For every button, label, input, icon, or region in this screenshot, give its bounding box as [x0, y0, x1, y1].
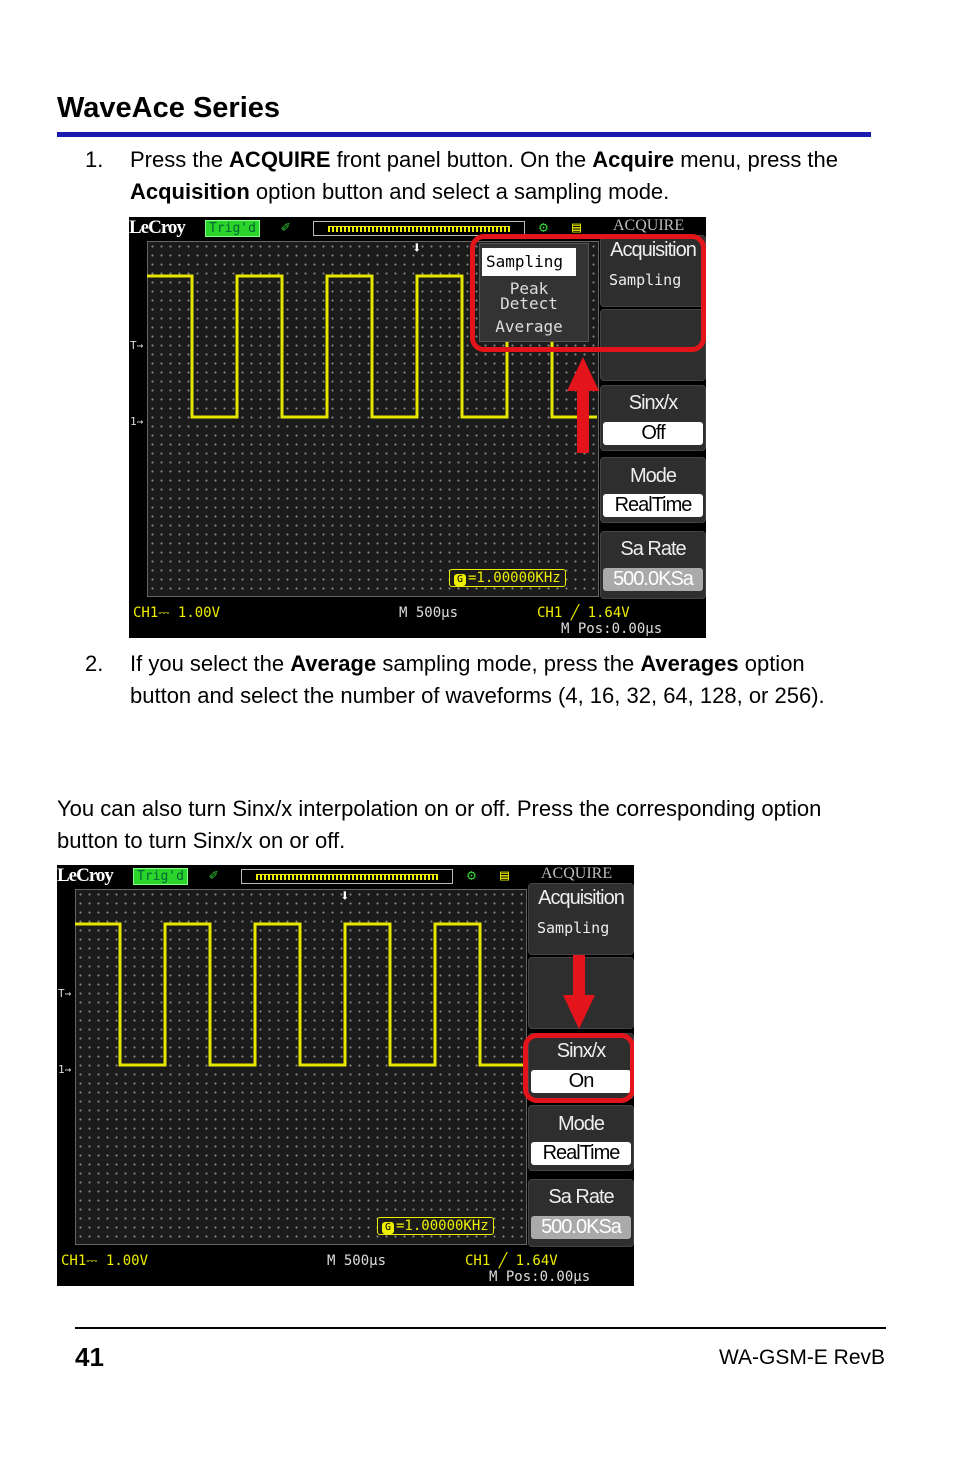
- popup-option-average[interactable]: Average: [495, 317, 563, 336]
- scope-screenshot-1: [129, 217, 706, 638]
- softkey-acquisition-label: Acquisition: [610, 239, 696, 261]
- trigger-status-badge: Trig'd: [133, 868, 188, 885]
- softkey-acquisition-value: Sampling: [537, 919, 610, 937]
- ch1-scale: CH1⎓ 1.00V: [61, 1253, 149, 1269]
- ch1-scale: CH1⎓ 1.00V: [133, 605, 221, 621]
- frequency-readout: [449, 569, 566, 587]
- timebase: M 500µs: [327, 1253, 387, 1269]
- m-pos: M Pos:0.00µs: [489, 1269, 591, 1285]
- frequency-readout: [377, 1217, 494, 1235]
- sinx-paragraph: You can also turn Sinx/x interpolation on or off. Press the corresponding option button to turn Sinx/x on or off.: [57, 796, 822, 853]
- frequency-value: =1.00000KHz: [468, 570, 561, 586]
- step-1-segment: Acquisition: [130, 179, 250, 204]
- softkey-sinx-value: On: [531, 1070, 631, 1093]
- frequency-value: =1.00000KHz: [396, 1218, 489, 1234]
- softkey-mode-value: RealTime: [531, 1142, 631, 1165]
- softkey-sa-rate-value: 500.0KSa: [603, 568, 703, 591]
- step-2-segment: sampling mode, press the: [376, 651, 641, 676]
- red-arrow-down: [561, 955, 597, 1031]
- step-1-segment: option button and select a sampling mode.: [249, 179, 670, 204]
- trigger-status-badge: Trig'd: [205, 220, 260, 237]
- counter-icon: G: [454, 574, 466, 586]
- step-2-text: [130, 648, 870, 712]
- step-2-segment: If you select the: [130, 651, 291, 676]
- softkey-sa-rate[interactable]: [600, 531, 706, 599]
- softkey-sa-rate-value: 500.0KSa: [531, 1216, 631, 1239]
- scope-screenshot-2: [57, 865, 634, 1286]
- highlight-box: [470, 234, 706, 352]
- run-icon: ✐: [281, 218, 291, 236]
- counter-icon: G: [382, 1222, 394, 1234]
- trigger-level: CH1 ╱ 1.64V: [537, 605, 630, 621]
- usb-icon: ⚙: [539, 218, 549, 236]
- softkey-sinx-label: Sinx/x: [556, 1040, 606, 1062]
- title-rule: [57, 132, 871, 137]
- trigger-level-marker: T→: [130, 339, 144, 352]
- ch1-ground-marker: 1→: [130, 415, 144, 428]
- softkey-acquisition[interactable]: [528, 883, 634, 955]
- softkey-mode[interactable]: [528, 1105, 634, 1171]
- step-2-segment: Average: [290, 651, 377, 676]
- softkey-sinx-label: Sinx/x: [628, 392, 678, 414]
- trigger-level: CH1 ╱ 1.64V: [465, 1253, 558, 1269]
- printer-icon: ▤: [572, 218, 582, 236]
- red-arrow-up: [565, 357, 601, 457]
- softkey-mode[interactable]: [600, 457, 706, 523]
- step-2-number: 2.: [85, 651, 104, 676]
- softkey-mode-value: RealTime: [603, 494, 703, 517]
- lecroy-logo: LeCroy: [129, 217, 185, 238]
- softkey-acquisition-value: Sampling: [609, 271, 682, 289]
- usb-icon: ⚙: [467, 866, 477, 884]
- m-pos: M Pos:0.00µs: [561, 621, 663, 637]
- highlight-box: [523, 1033, 634, 1103]
- softkey-mode-label: Mode: [629, 465, 677, 487]
- ch1-square-wave: [75, 889, 527, 1245]
- ch1-ground-marker: 1→: [58, 1063, 72, 1076]
- popup-option-sampling[interactable]: Sampling: [482, 248, 576, 276]
- lecroy-logo: LeCroy: [57, 865, 113, 886]
- step-2-segment: Averages: [640, 651, 739, 676]
- softkey-sa-rate[interactable]: [528, 1179, 634, 1247]
- document-id: WA-GSM-E RevB: [718, 1346, 885, 1369]
- softkey-acquisition-label: Acquisition: [538, 887, 624, 909]
- step-1-segment: menu, press the: [674, 147, 839, 172]
- footer-rule: [75, 1327, 886, 1329]
- menu-title: ACQUIRE: [541, 865, 613, 882]
- trigger-position-icon: ⬇: [340, 886, 350, 905]
- step-1-segment: Acquire: [592, 147, 675, 172]
- softkey-sinx-value: Off: [603, 422, 703, 445]
- softkey-mode-label: Mode: [557, 1113, 605, 1135]
- run-icon: ✐: [209, 866, 219, 884]
- step-1-segment: Press the: [130, 147, 230, 172]
- page-number: 41: [75, 1342, 104, 1372]
- memory-trace-indicator: [241, 869, 453, 884]
- popup-option-peak-detect[interactable]: Peak Detect: [500, 279, 558, 313]
- timebase: M 500µs: [399, 605, 459, 621]
- menu-title: ACQUIRE: [613, 217, 685, 234]
- printer-icon: ▤: [500, 866, 510, 884]
- step-1-number: 1.: [85, 147, 104, 172]
- softkey-sa-rate-label: Sa Rate: [548, 1186, 614, 1208]
- step-1-text: [130, 144, 870, 208]
- section-title: WaveAce Series: [57, 92, 281, 124]
- step-1-segment: ACQUIRE: [229, 147, 331, 172]
- trigger-position-icon: ⬇: [412, 238, 422, 257]
- step-2-segment: option button and select the number of waveforms (4, 16, 32, 64, 128, or 256).: [130, 651, 825, 708]
- trigger-level-marker: T→: [58, 987, 72, 1000]
- step-1-segment: front panel button. On the: [330, 147, 593, 172]
- softkey-sinx[interactable]: [600, 385, 706, 451]
- softkey-sa-rate-label: Sa Rate: [620, 538, 686, 560]
